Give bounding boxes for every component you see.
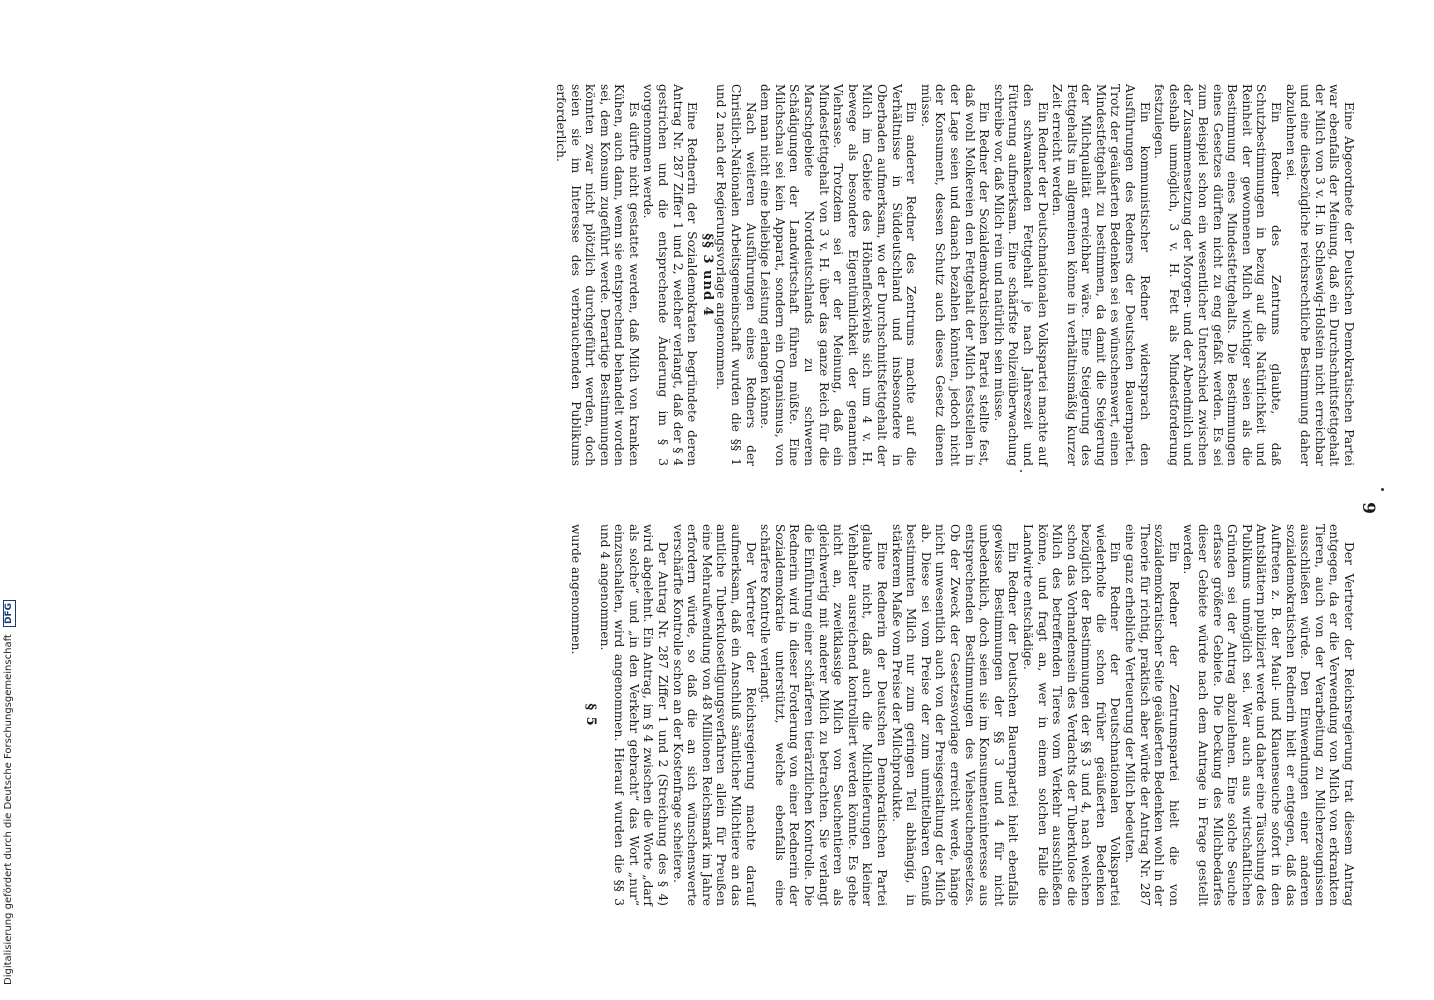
paragraph: Der Vertreter der Reichsregierung trat diesem Antrag entgegen, da er die Verwendung von Milch von erkrankten Tieren, auch von der Verarbeitung zu Milcherzeugnissen ausschließen würde. Den Einwendungen einer anderen sozialdemokratischen Rednerin hielt er entgegen, daß das Auftreten z. B. der Maul- und Klauenseuche sofort in den Amtsblättern publiziert werde und daher eine Täuschung des Publikums unmöglich sei. Wer auch aus wirtschaftlichen Gründen sei der Antrag abzulehnen. Eine solche Seuche erfasse größere Gebiete. Die Deckung des Milchbedarfes dieser Gebiete würde nach dem Antrage in Frage gestellt werden. <box>1181 524 1356 906</box>
scan-speck <box>1381 488 1384 491</box>
left-column <box>553 84 1356 466</box>
paragraph: wurde angenommen. <box>568 524 583 655</box>
right-column <box>568 524 1356 906</box>
paragraph: Ein Redner der Deutschnationalen Volkspartei machte auf den schwankenden Fettgehalt je nach Jahreszeit und Fütterung aufmerksam. Eine schärfste Polizeiüberwachung schreibe vor, daß Milch rein und natürlich sein müsse. <box>991 84 1050 466</box>
paragraph: Ein anderer Redner des Zentrums machte auf die Verhältnisse in Süddeutschland und insbesondere in Oberbaden aufmerksam, wo der Durchschnittsfettgehalt der Milch im Gebiete des Höhenfleckviehs sich um 4 v. H. bewege als besondere Eigentümlichkeit der genannten Viehrasse. Trotzdem sei er der Meinung, daß ein Mindestfettgehalt von 3 v. H. über das ganze Reich für die Marschgebiete Norddeutschlands zu schweren Schädigungen der Landwirtschaft führen müßte. Eine Milchschau sei kein Apparat, sondern ein Organismus, von dem man nicht eine beliebige Leistung erlangen könne. <box>758 84 919 466</box>
section-heading: § 5 <box>583 703 599 727</box>
paragraph: Nach weiteren Ausführungen eines Redners der Christlich-Nationalen Arbeitsgemeinschaft wurden die §§ 1 und 2 nach der Regierungsvorlage angenommen. <box>714 84 758 466</box>
section-heading: §§ 3 und 4 <box>699 233 715 317</box>
paragraph: Ein Redner der Deutschnationalen Volkspartei wiederholte die schon früher geäußerten Bedenken bezüglich der Bestimmungen der §§ 3 und 4, nach welchen schon das Vorhandensein des Verdachts der Tuberkulose die Milch des betreffenden Tieres vom Verkehr ausschließen könne, und fragt an, wer in einem solchen Falle die Landwirte entschädige. <box>1020 524 1123 906</box>
dfg-logo: DFG <box>3 600 16 627</box>
digitization-credit <box>2 602 16 985</box>
paragraph: Ein Redner der Deutschen Bauernpartei hielt ebenfalls gewisse Bestimmungen der §§ 3 und 4 für nicht unbedenklich, doch seien sie im Konsumenteninteresse aus entsprechenden Bestimmungen des Viehseuchengesetzes. Ob der Zweck der Gesetzesvorlage erreicht werde, hänge nicht unwesentlich auch von der Preisgestaltung der Milch ab. Diese sei vom Preise der zum unmittelbaren Genuß bestimmten Milch nur zum geringen Teil abhängig, in stärkerem Maße vom Preise der Milchprodukte. <box>889 524 1021 906</box>
paragraph: Der Vertreter der Reichsregierung machte darauf aufmerksam, daß ein Anschluß sämtlicher Milchtiere an das amtliche Tuberkulosetilgungsverfahren allein für Preußen eine Mehraufwendung von 48 Millionen Reichsmark im Jahre erfordern würde, so daß die an sich wünschenswerte verschärfte Kontrolle schon an der Kostenfrage scheitere. <box>670 524 758 906</box>
paragraph: Eine Rednerin der Sozialdemokraten begründete deren Antrag Nr. 287 Ziffer 1 und 2, welcher verlangt, daß der § 4 gestrichen und die entsprechende Änderung im § 3 vorgenommen werde. <box>641 84 700 466</box>
paragraph: Ein Redner der Zentrumspartei hielt die von sozialdemokratischer Seite geäußerten Bedenken wohl in der Theorie für richtig, praktisch aber würde der Antrag Nr. 287 eine ganz erhebliche Verteuerung der Milch bedeuten. <box>1123 524 1181 906</box>
page-number: 9 <box>1358 502 1378 514</box>
credit-text: Digitalisierung gefördert durch die Deutsche Forschungsgemeinschaft <box>3 634 14 985</box>
scan-speck <box>1020 470 1022 472</box>
paragraph: Eine Rednerin der Deutschen Demokratischen Partei glaubte nicht, daß auch die Milchlieferungen kleiner Viehhalter ausreichend kontrolliert werden könnte. Es gehe nicht an, zweitklassige Milch von Seuchentieren als gleichwertig mit anderer Milch zu betrachten. Sie verlangt die Einführung einer schärferen tierärztlichen Kontrolle. Die Rednerin wird in dieser Forderung von einer Rednerin der Sozialdemokratie unterstützt, welche ebenfalls eine schärfere Kontrolle verlangt. <box>758 524 889 906</box>
paragraph: Es dürfte nicht gestattet werden, daß Milch von kranken Kühen, auch dann, wenn sie entsprechend behandelt worden sei, dem Konsum zugeführt werde. Derartige Bestimmungen könnten zwar nicht plötzlich durchgeführt werden, doch seien sie im Interesse des verbrauchenden Publikums erforderlich. <box>553 84 641 466</box>
paragraph: Ein Redner des Zentrums glaubte, daß Schutzbestimmungen in bezug auf die Natürlichkeit und Reinheit der gewonnenen Milch wichtiger seien als die Bestimmung eines Mindestfettgehalts. Die Bestimmungen eines Gesetzes dürften nicht zu eng gefaßt werden. Es sei zum Beispiel schon ein wesentlicher Unterschied zwischen der Zusammensetzung der Morgen- und der Abendmilch und deshalb unmöglich, 3 v. H. Fett als Mindestforderung festzulegen. <box>1152 84 1284 466</box>
paragraph: Eine Abgeordnete der Deutschen Demokratischen Partei war ebenfalls der Meinung, daß ein Durchschnittsfettgehalt der Milch von 3 v. H. in Schleswig-Holstein nicht erreichbar und eine diesbezügliche reichsrechtliche Bestimmung daher abzulehnen sei. <box>1283 84 1356 466</box>
paragraph: Der Antrag Nr. 287 Ziffer 1 und 2 (Streichung des § 4) wird abgelehnt. Ein Antrag, im § 4 zwischen die Worte „darf als solche“ und „in den Verkehr gebracht“ das Wort „nur“ einzuschalten, wird angenommen. Hierauf wurden die §§ 3 und 4 angenommen. <box>597 524 671 906</box>
paragraph: Ein Redner der Sozialdemokratischen Partei stellte fest, daß wohl Molkereien den Fettgehalt der Milch feststellen in der Lage seien und danach bezahlen könnten, jedoch nicht der Konsument, dessen Schutz auch dieses Gesetz dienen müsse. <box>918 84 992 466</box>
paragraph: Ein kommunistischer Redner widersprach den Ausführungen des Redners der Deutschen Bauernpartei. Trotz der geäußerten Bedenken sei es wünschenswert, einen Mindestfettgehalt zu bestimmen, da damit die Steigerung der Milchqualität erreichbar wäre. Eine Steigerung des Fettgehalts im allgemeinen könne in verhältnismäßig kurzer Zeit erreicht werden. <box>1050 84 1152 466</box>
